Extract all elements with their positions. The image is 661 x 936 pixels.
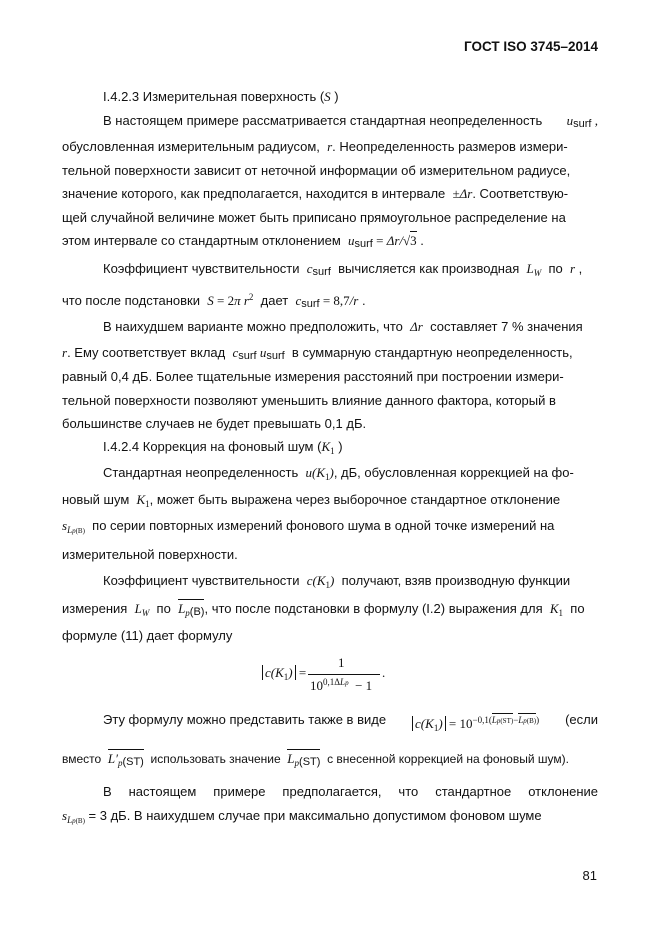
text-line: В настоящем примере рассматривается стандартная неопределенность usurf , <box>103 112 598 133</box>
text-line: r. Ему соответствует вклад csurf usurf в суммарную стандартную неопределенность, <box>62 345 573 362</box>
formula-inline: usurf = Δr/√3 <box>348 233 417 250</box>
text-line: измерения $L_W$ по $L_p(B)$, что после подстановки в формулу (I.2) выражения для $K_1$ по <box>62 601 585 618</box>
section-heading-4-2-4: I.4.2.4 Коррекция на фоновый шум ($K_1$ ) <box>103 439 343 456</box>
text-line: В настоящем примере предполагается, что стандартное отклонение <box>103 784 598 799</box>
text-line: Коэффициент чувствительности $c(K_1)$ получают, взяв производную функции <box>103 573 571 590</box>
text-line: $s_{Lp(B)} = 3$ дБ. В наихудшем случае при максимально допустимом фоновом шуме <box>62 808 542 825</box>
text-line: Коэффициент чувствительности csurf вычисляется как производная $L_W$ по r , <box>103 261 583 278</box>
formula-inline: $s_{Lp(B)}$ <box>62 518 85 535</box>
text-line: этом интервале со стандартным отклонением usurf = Δr/√3 . <box>62 233 424 250</box>
text-line: что после подстановки S = 2π $r^2$ дает csurf = 8,7/r . <box>62 292 366 310</box>
text-line: щей случайной величине может быть приписано прямоугольное распределение на <box>62 210 566 225</box>
text-line: $s_{Lp(B)}$ по серии повторных измерений фонового шума в одной точке измерений на <box>62 518 555 535</box>
formula-symbol: S <box>324 89 331 104</box>
page-number: 81 <box>582 868 597 883</box>
running-header: ГОСТ ISO 3745–2014 <box>464 39 598 54</box>
text-line: тельной поверхности зависит от неточной информации об измерительном радиусе, <box>62 163 571 178</box>
text-line: формуле (11) дает формулу <box>62 628 233 643</box>
text-line: обусловленная измерительным радиусом, r. Неопределенность размеров измери- <box>62 139 568 154</box>
formula-inline: csurf = 8,7/r <box>295 293 359 310</box>
formula-inline: $c(K_1) = 10^{-0,1(Lp(ST)-Lp(B))}$ <box>412 711 539 737</box>
formula-inline: S = 2π $r^2$ <box>207 292 254 308</box>
display-formula: $c(K_1)$ = 1 $10^{0,1\Delta Lp} - 1$ . <box>262 655 392 697</box>
text-line: равный 0,4 дБ. Более тщательные измерения расстояний при построении измери- <box>62 369 564 384</box>
text-line: новый шум $K_1$, может быть выражена через выборочное стандартное отклонение <box>62 492 561 509</box>
text-line: большинстве случаев не будет превышать 0,1 дБ. <box>62 416 367 431</box>
text-line: Эту формулу можно представить также в виде $c(K_1) = 10^{-0,1(Lp(ST)-Lp(B))}$ (если <box>103 711 598 737</box>
section-heading-4-2-3: I.4.2.3 Измерительная поверхность (S ) <box>103 89 339 104</box>
text-line: вместо $L'_p(ST)$ использовать значение $L_p(ST)$ с внесенной коррекцией на фоновый шум). <box>62 751 569 768</box>
text-line: тельной поверхности позволяют уменьшить влияние данного фактора, который в <box>62 393 556 408</box>
text-line: измерительной поверхности. <box>62 547 238 562</box>
text-line: значение которого, как предполагается, находится в интервале ±Δr. Соответствую- <box>62 186 569 201</box>
formula-inline: $u(K_1)$ <box>305 465 334 482</box>
text-line: В наихудшем варианте можно предположить, что Δr составляет 7 % значения <box>103 319 583 334</box>
formula-inline: usurf , <box>566 113 598 130</box>
text-line: Стандартная неопределенность $u(K_1)$, дБ, обусловленная коррекцией на фо- <box>103 465 574 482</box>
